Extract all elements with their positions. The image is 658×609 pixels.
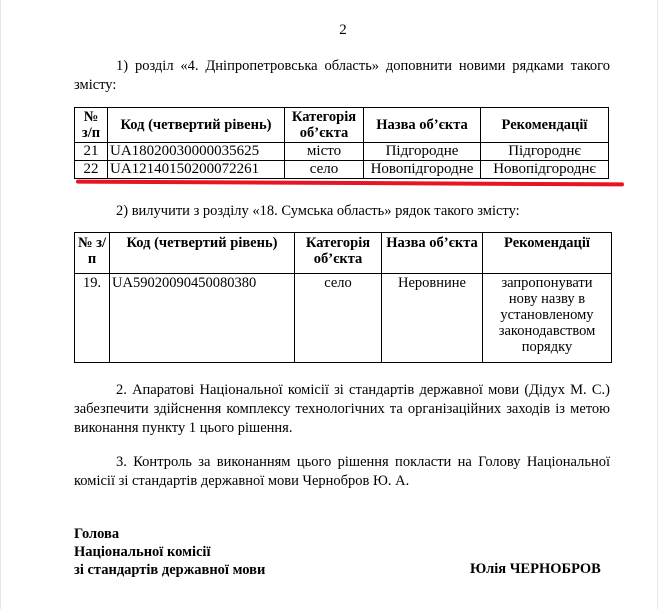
cell-recommendation: Новопідгороднє [481,161,609,179]
point-2-text: 2. Апаратові Національної комісії зі стандартів державної мови (Дідух М. С.) забезпечити здійснення комплексу технологічних та організаційних заходів із метою виконання пункту 1 цього рішення. [74,382,610,436]
header-number: № з/п [75,233,110,274]
header-name: Назва об’єкта [382,233,483,274]
table-row [75,161,609,179]
cell-name: Неровнине [382,274,483,363]
table-row [75,143,609,161]
header-category: Категорія об’єкта [285,108,364,143]
cell-name: Новопідгородне [364,161,481,179]
cell-number: 19. [75,274,110,363]
header-number: № з/п [75,108,108,143]
cell-category: село [295,274,382,363]
cell-code: UA12140150200072261 [108,161,285,179]
cell-category: місто [285,143,364,161]
cell-name: Підгородне [364,143,481,161]
cell-number: 22 [75,161,108,179]
item-2-text: 2) вилучити з розділу «18. Сумська область» рядок такого змісту: [116,203,520,219]
cell-number: 21 [75,143,108,161]
signature-title-line-2: Національної комісії [74,544,211,560]
cell-code: UA59020090450080380 [110,274,295,363]
signature-title-line-1: Голова [74,526,120,542]
header-code: Код (четвертий рівень) [108,108,285,143]
header-recommendations: Рекомендації [483,233,612,274]
red-highlight-underline [76,180,624,187]
table-header-row [75,108,609,143]
header-recommendations: Рекомендації [481,108,609,143]
cell-recommendation: Підгороднє [481,143,609,161]
item-1-text: 1) розділ «4. Дніпропетровська область» доповнити новими рядками такого змісту: [74,58,610,93]
table-header-row [75,233,612,274]
table-dnipro [74,107,609,179]
signature-title-line-3: зі стандартів державної мови [74,562,266,578]
table-row [75,274,612,363]
table-sumy [74,232,612,363]
cell-category: село [285,161,364,179]
header-name: Назва об’єкта [364,108,481,143]
header-category: Категорія об’єкта [295,233,382,274]
signature-name: Юлія ЧЕРНОБРОВ [470,561,601,577]
header-code: Код (четвертий рівень) [110,233,295,274]
cell-code: UA18020030000035625 [108,143,285,161]
page-number: 2 [339,22,347,38]
point-3-text: 3. Контроль за виконанням цього рішення покласти на Голову Національної комісії зі стандартів державної мови Чернобров Ю. А. [74,454,610,489]
cell-recommendation: запропонувати нову назву в установленому законодавством порядку [483,274,612,363]
